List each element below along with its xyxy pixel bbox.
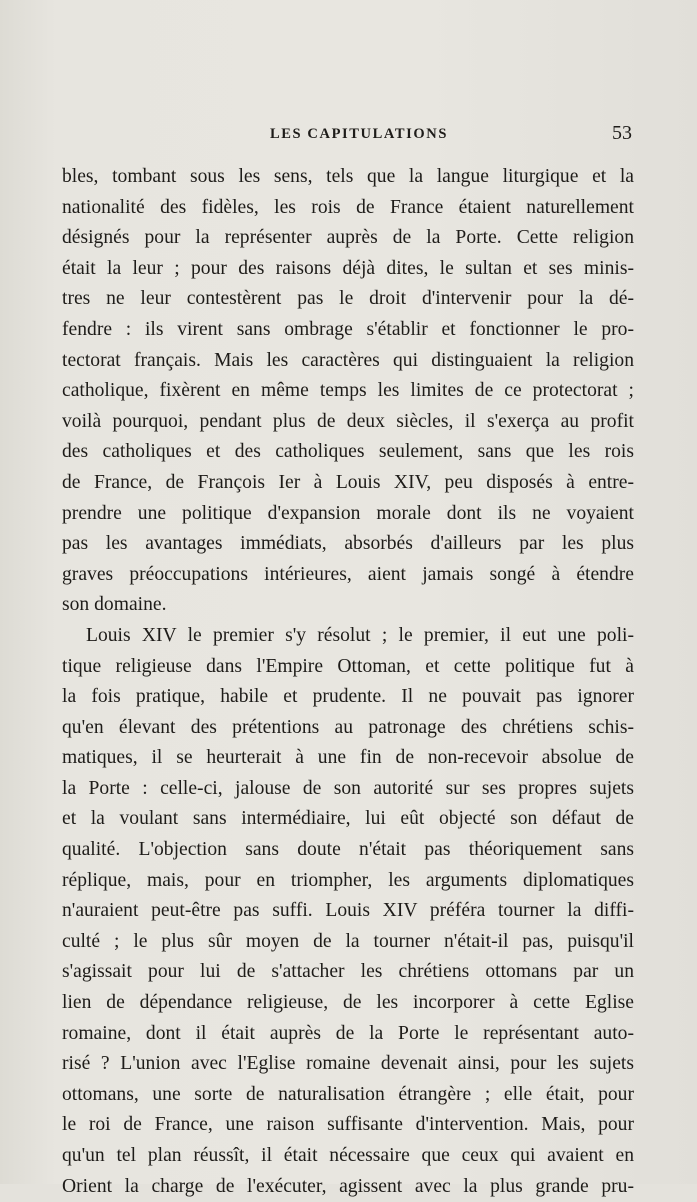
text-line: réplique, mais, pour en triompher, les arguments diplomatiques <box>62 869 634 891</box>
text-line: Orient la charge de l'exécuter, agissent avec la plus grande pru- <box>62 1175 634 1197</box>
text-line: prendre une politique d'expansion morale dont ils ne voyaient <box>62 502 634 524</box>
text-line: s'agissait pour lui de s'attacher les chrétiens ottomans par un <box>62 961 634 983</box>
text-line: tectorat français. Mais les caractères qui distinguaient la religion <box>62 349 634 371</box>
text-line: ottomans, une sorte de naturalisation étrangère ; elle était, pour <box>62 1083 634 1105</box>
text-line: le roi de France, une raison suffisante d'intervention. Mais, pour <box>62 1114 634 1136</box>
text-line: voilà pourquoi, pendant plus de deux siècles, il s'exerça au profit <box>62 410 634 432</box>
running-title: LES CAPITULATIONS <box>270 126 449 142</box>
paragraph <box>62 162 634 621</box>
text-line: tres ne leur contestèrent pas le droit d'intervenir pour la dé- <box>62 288 634 310</box>
text-line: et la voulant sans intermédiaire, lui eût objecté son défaut de <box>62 808 634 830</box>
text-line: n'auraient peut-être pas suffi. Louis XIV préféra tourner la diffi- <box>62 900 634 922</box>
text-line: fendre : ils virent sans ombrage s'établir et fonctionner le pro- <box>62 318 634 340</box>
text-line: des catholiques et des catholiques seulement, sans que les rois <box>62 441 634 463</box>
text-line: culté ; le plus sûr moyen de la tourner n'était-il pas, puisqu'il <box>62 930 634 952</box>
text-line: qu'un tel plan réussît, il était nécessaire que ceux qui avaient en <box>62 1145 634 1166</box>
paragraph <box>62 621 634 1202</box>
text-line: pas les avantages immédiats, absorbés d'ailleurs par les plus <box>62 533 634 555</box>
text-line: son domaine. <box>62 594 167 616</box>
text-line: nationalité des fidèles, les rois de France étaient naturellement <box>62 196 634 218</box>
text-line: tique religieuse dans l'Empire Ottoman, et cette politique fut à <box>62 655 634 677</box>
text-line: Louis XIV le premier s'y résolut ; le premier, il eut une poli- <box>86 624 634 646</box>
text-line: désignés pour la représenter auprès de la Porte. Cette religion <box>62 227 634 249</box>
text-line: catholique, fixèrent en même temps les limites de ce protectorat ; <box>62 380 634 402</box>
text-line: lien de dépendance religieuse, de les incorporer à cette Eglise <box>62 992 634 1014</box>
text-line: de France, de François Ier à Louis XIV, peu disposés à entre- <box>62 471 634 493</box>
text-line: risé ? L'union avec l'Eglise romaine devenait ainsi, pour les sujets <box>62 1053 634 1075</box>
text-line: bles, tombant sous les sens, tels que la langue liturgique et la <box>62 166 634 187</box>
text-line: graves préoccupations intérieures, aient jamais songé à étendre <box>62 563 634 585</box>
text-line: la fois pratique, habile et prudente. Il ne pouvait pas ignorer <box>62 686 634 708</box>
text-line: était la leur ; pour des raisons déjà dites, le sultan et ses minis- <box>62 257 634 279</box>
page-header <box>62 122 634 150</box>
text-line: qualité. L'objection sans doute n'était pas théoriquement sans <box>62 839 634 861</box>
text-line: matiques, il se heurterait à une fin de non-recevoir absolue de <box>62 747 634 769</box>
body-text <box>62 162 634 1202</box>
text-line: qu'en élevant des prétentions au patronage des chrétiens schis- <box>62 716 634 738</box>
text-line: romaine, dont il était auprès de la Porte le représentant auto- <box>62 1022 634 1044</box>
page-number: 53 <box>612 122 632 144</box>
text-line: la Porte : celle-ci, jalouse de son autorité sur ses propres sujets <box>62 777 634 799</box>
